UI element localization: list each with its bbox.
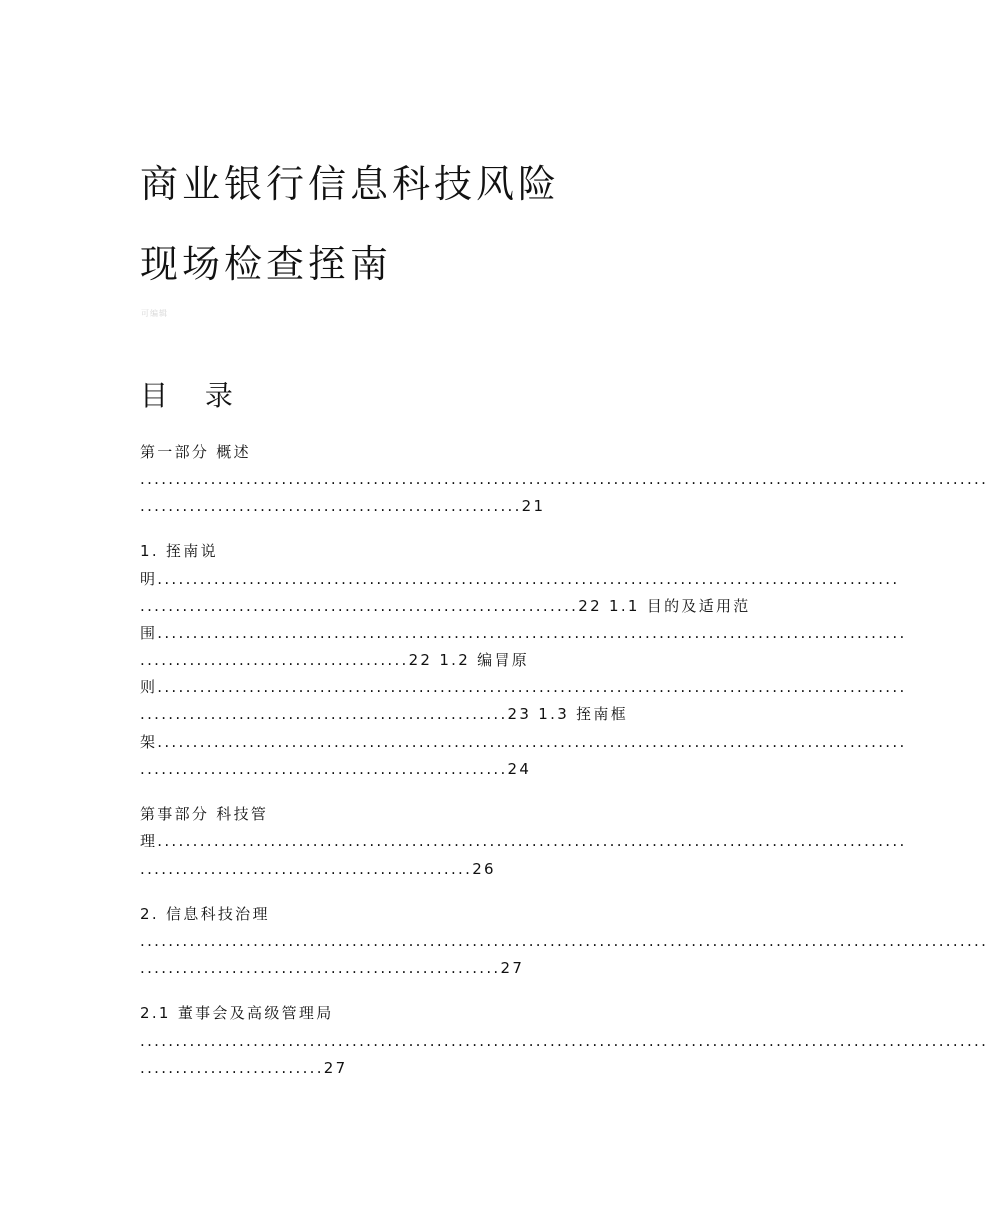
toc-entry-chapter2[interactable]: 2. 信息科技治理 — [140, 905, 270, 923]
toc-leader-line: ...................................................27 — [140, 959, 525, 977]
toc-leader-line: 明......................................................................................................... — [140, 570, 900, 588]
toc-leader-line: ......................................................21 — [140, 497, 546, 515]
toc-leader-line: 围.......................................................................................................... — [140, 624, 907, 642]
toc-leader-line[interactable]: ......................................22 1.2 编冐原 — [140, 651, 530, 669]
toc-entry-chapter1[interactable]: 1. 挃南说 — [140, 542, 218, 560]
toc-leader-line: 架.......................................................................................................... — [140, 733, 907, 751]
toc-leader-line: ........................................................................................................................ — [140, 1032, 988, 1050]
toc-leader-line[interactable]: ..............................................................22 1.1 目的及适用范 — [140, 597, 751, 615]
toc-leader-line: 理.......................................................................................................... — [140, 832, 907, 850]
toc-heading: 目 录 — [140, 379, 247, 412]
toc-leader-line: ........................................................................................................................ — [140, 932, 988, 950]
toc-entry-section-2-1[interactable]: 2.1 董事会及高级管理局 — [140, 1004, 334, 1022]
toc-leader-line: ...............................................26 — [140, 860, 496, 878]
watermark-text: 可编辑 — [141, 309, 168, 318]
toc-entry-part1[interactable]: 第一部分 概述 — [140, 443, 251, 461]
toc-entry-part2[interactable]: 第事部分 科技管 — [140, 805, 269, 823]
toc-leader-line: ........................................................................................................................ — [140, 470, 988, 488]
toc-leader-line: ....................................................24 — [140, 760, 532, 778]
toc-leader-line: 则.......................................................................................................... — [140, 678, 907, 696]
document-title-line-2: 现场检查挃南 — [140, 242, 393, 286]
document-title-line-1: 商业银行信息科技风险 — [140, 162, 561, 206]
toc-leader-line[interactable]: ....................................................23 1.3 挃南框 — [140, 705, 629, 723]
toc-leader-line: ..........................27 — [140, 1059, 348, 1077]
